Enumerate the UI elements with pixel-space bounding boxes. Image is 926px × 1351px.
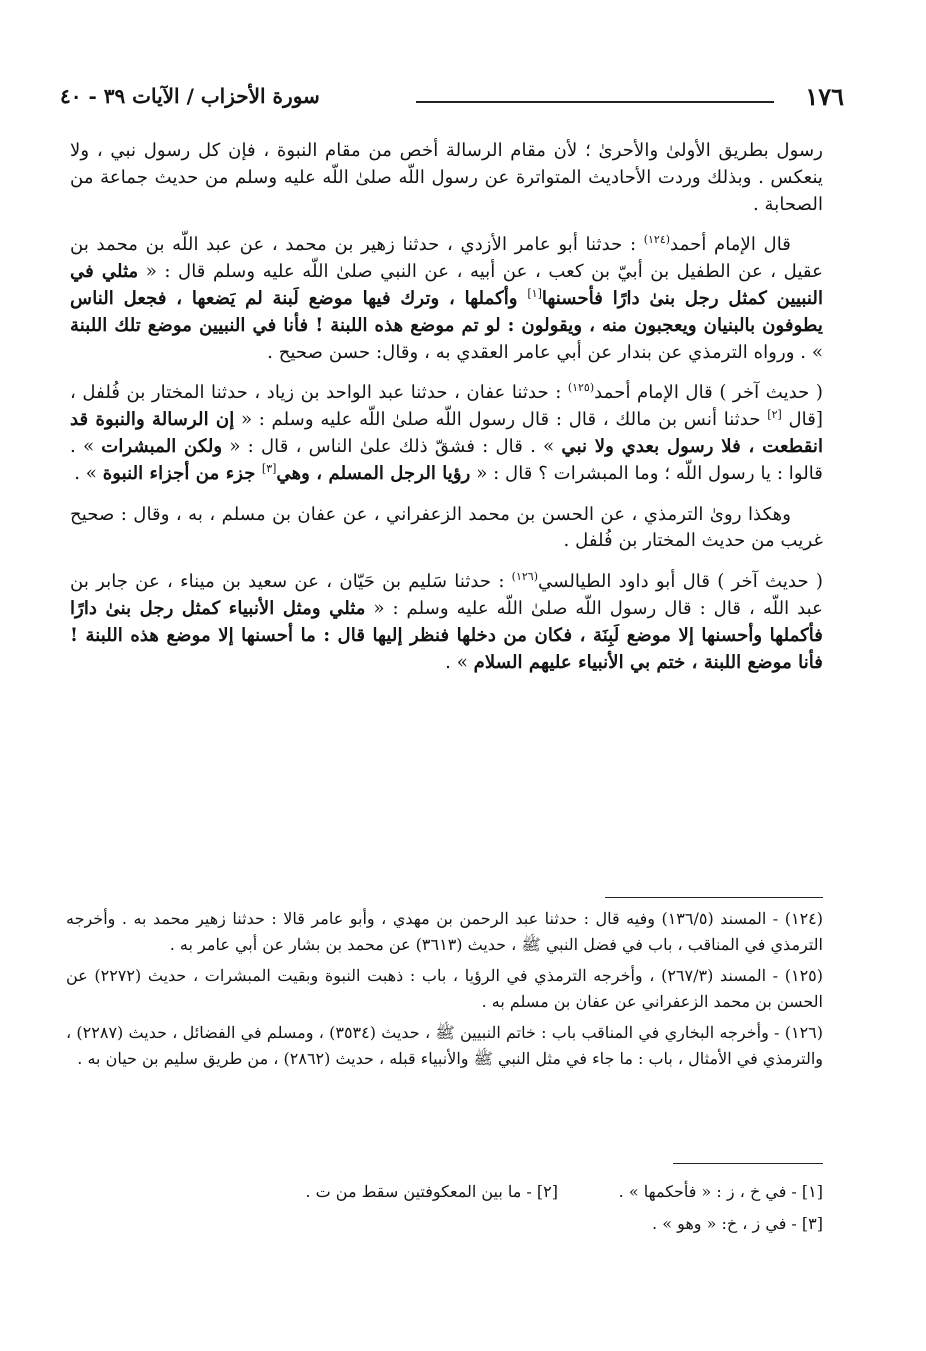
footnote-divider xyxy=(605,897,823,898)
variant-notes xyxy=(70,1176,823,1240)
footnote-124: (١٢٤) - المسند (١٣٦/٥) وفيه قال : حدثنا عبد الرحمن بن مهدي ، وأبو عامر قالا : حدثنا زهير محمد به . وأخرجه الترمذي في المناقب ، باب في فضل النبي ﷺ ، حديث (٣٦١٣) عن محمد بن بشار عن أبي عامر به . xyxy=(66,909,823,955)
paragraph-2 xyxy=(70,232,823,366)
variant-row xyxy=(70,1208,823,1240)
main-text xyxy=(70,138,823,690)
variant-ref-1[interactable]: [١] xyxy=(527,286,542,300)
footnote-126: (١٢٦) - وأخرجه البخاري في المناقب باب : خاتم النبيين ﷺ ، حديث (٣٥٣٤) ، ومسلم في الفضائل ، حديث (٢٢٨٧) ، والترمذي في الأمثال ، باب : ما جاء في مثل النبي ﷺ والأنبياء قبله ، حديث (٢٨٦٢) ، من طريق سليم بن حيان به . xyxy=(66,1022,823,1069)
text-segment: » . قال : فشقّ ذلك علىٰ الناس ، قال : « xyxy=(222,435,562,457)
page-number: ١٧٦ xyxy=(805,82,844,111)
footnote-ref-124[interactable]: (١٢٤) xyxy=(643,233,671,247)
text-segment: : حدثنا سَليم بن حَيّان ، عن سعيد بن ميناء ، عن جابر بن عبد اللّه ، قال : قال رسول اللّه صلىٰ اللّه عليه وسلم : « xyxy=(70,571,823,619)
hadith-text: مثلي في النبيين كمثل رجل بنىٰ دارًا فأحسنها xyxy=(70,261,824,309)
text-segment: ( حديث آخر ) قال الإمام أحمد xyxy=(594,382,823,404)
variant-note-2: [٢] - ما بين المعكوفتين سقط من ت . xyxy=(305,1182,558,1201)
variant-ref-3[interactable]: [٣] xyxy=(261,461,277,475)
header-rule xyxy=(416,101,774,103)
text-segment: » . ورواه الترمذي عن بندار عن أبي عامر العقدي به ، وقال: حسن صحيح . xyxy=(267,341,823,363)
footnote-125: (١٢٥) - المسند (٢٦٧/٣) ، وأخرجه الترمذي في الرؤيا ، باب : ذهبت النبوة وبقيت المبشرات ، حديث (٢٢٧٢) عن الحسن بن محمد الزعفراني عن عفان بن مسلم به . xyxy=(66,965,823,1012)
footnote-ref-125[interactable]: (١٢٥) xyxy=(567,381,595,395)
text-segment: » . xyxy=(74,462,103,484)
variant-divider xyxy=(673,1163,823,1164)
paragraph-5 xyxy=(70,569,823,676)
running-title: سورة الأحزاب / الآيات ٣٩ - ٤٠ xyxy=(60,84,320,108)
text-segment: » . xyxy=(445,651,474,673)
variant-ref-2[interactable]: [٢] xyxy=(767,408,782,422)
hadith-text: إن الرسالة والنبوة قد انقطعت ، فلا رسول بعدي ولا نبي xyxy=(70,409,824,457)
footnote-ref-126[interactable]: (١٢٦) xyxy=(511,570,538,584)
variant-row xyxy=(70,1176,823,1208)
text-segment: ( حديث آخر ) قال أبو داود الطيالسي xyxy=(538,571,823,593)
hadith-text: جزء من أجزاء النبوة xyxy=(102,462,262,484)
paragraph-1: رسول بطريق الأولىٰ والأحرىٰ ؛ لأن مقام الرسالة أخص من مقام النبوة ، فإن كل رسول نبي ، ولا ينعكس . وبذلك وردت الأحاديث المتواترة عن رسول اللّه صلىٰ اللّه عليه وسلم من حديث جماعة من الصحابة . xyxy=(70,140,823,215)
text-segment: » . قالوا : يا رسول اللّه ؛ وما المبشرات ؟ قال : « xyxy=(70,435,823,484)
page-header xyxy=(60,80,844,116)
variant-note-3: [٣] - في ز ، خ: « وهو » . xyxy=(652,1214,823,1233)
variant-note-1: [١] - في خ ، ز : « فأحكمها » . xyxy=(618,1182,823,1201)
hadith-text: وأكملها ، وترك فيها موضع لَبنة لم يَضعها ، فجعل الناس يطوفون بالبنيان ويعجبون منه ، ويقولون : لو تم موضع هذه اللبنة ! فأنا في النبيين موضع تلك اللبنة xyxy=(70,287,823,336)
paragraph-4: وهكذا روىٰ الترمذي ، عن الحسن بن محمد الزعفراني ، عن عفان بن مسلم ، به ، وقال : صحيح غريب من حديث المختار بن فُلفل . xyxy=(70,503,823,552)
text-segment: قال الإمام أحمد xyxy=(670,234,792,256)
text-segment: حدثنا أنس بن مالك ، قال : قال رسول اللّه صلىٰ اللّه عليه وسلم : « xyxy=(234,409,768,431)
hadith-text: رؤيا الرجل المسلم ، وهي xyxy=(276,462,471,484)
hadith-text: ولكن المبشرات xyxy=(101,435,223,457)
text-segment: : حدثنا أبو عامر الأزدي ، حدثنا زهير بن محمد ، عن عبد اللّه بن محمد بن عقيل ، عن الطفيل بن أبيّ بن كعب ، عن أبيه ، عن النبي صلىٰ اللّه عليه وسلم قال : « xyxy=(70,234,823,283)
paragraph-3 xyxy=(70,380,823,487)
footnotes xyxy=(66,906,823,1076)
hadith-text: مثلي ومثل الأنبياء كمثل رجل بنىٰ دارًا فأكملها وأحسنها إلا موضع لَبِنَة ، فكان من دخلها فنظر إليها قال : ما أحسنها إلا موضع هذه اللبنة ! فأنا موضع اللبنة ، ختم بي الأنبياء عليهم السلام xyxy=(70,597,823,673)
text-segment: : حدثنا عفان ، حدثنا عبد الواحد بن زياد ، حدثنا المختار بن فُلفل ، [قال xyxy=(70,382,823,431)
